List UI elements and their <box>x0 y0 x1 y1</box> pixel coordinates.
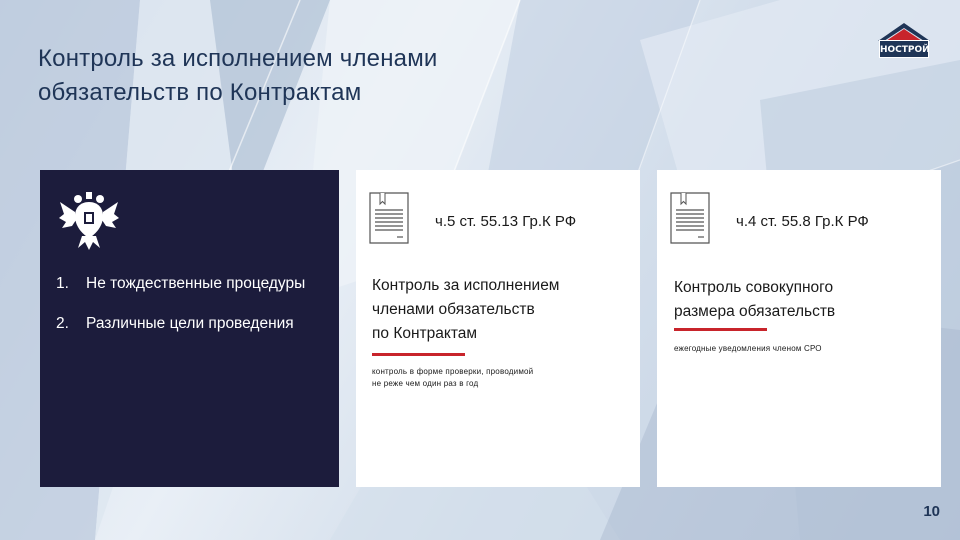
card-heading <box>372 274 559 346</box>
accent-underline <box>372 353 465 356</box>
card-note <box>674 343 822 355</box>
card-heading-line: Контроль совокупного <box>674 279 834 296</box>
list-item <box>56 314 316 334</box>
legal-reference: ч.4 ст. 55.8 Гр.К РФ <box>736 213 869 230</box>
list-item <box>56 274 316 294</box>
list-item-text: Не тождественные процедуры <box>86 275 306 292</box>
card-heading-line: членами обязательств <box>372 301 535 318</box>
nostroy-logo <box>876 22 932 68</box>
card-note-line: ежегодные уведомления членом СРО <box>674 344 822 353</box>
card-heading-line: размера обязательств <box>674 303 836 320</box>
card-contract-control <box>356 170 640 487</box>
differences-list <box>56 274 316 354</box>
list-item-number: 1. <box>56 275 69 292</box>
logo-text: НОСТРОЙ <box>879 40 929 58</box>
legal-reference: ч.5 ст. 55.13 Гр.К РФ <box>435 213 577 230</box>
document-icon <box>670 192 710 244</box>
list-item-text: Различные цели проведения <box>86 315 294 332</box>
card-heading <box>674 276 835 324</box>
card-heading-line: по Контрактам <box>372 325 478 342</box>
card-note-line: не реже чем один раз в год <box>372 379 479 388</box>
page-number: 10 <box>923 503 940 520</box>
document-icon <box>369 192 409 244</box>
slide-title <box>38 42 438 110</box>
russian-emblem-icon <box>58 190 120 252</box>
list-item-number: 2. <box>56 315 69 332</box>
accent-underline <box>674 328 767 331</box>
slide-title-line-2: обязательств по Контрактам <box>38 79 362 106</box>
card-note <box>372 366 533 390</box>
slide-title-line-1: Контроль за исполнением членами <box>38 45 438 72</box>
differences-panel <box>40 170 339 487</box>
card-note-line: контроль в форме проверки, проводимой <box>372 367 534 376</box>
card-heading-line: Контроль за исполнением <box>372 277 560 294</box>
card-total-obligations <box>657 170 941 487</box>
